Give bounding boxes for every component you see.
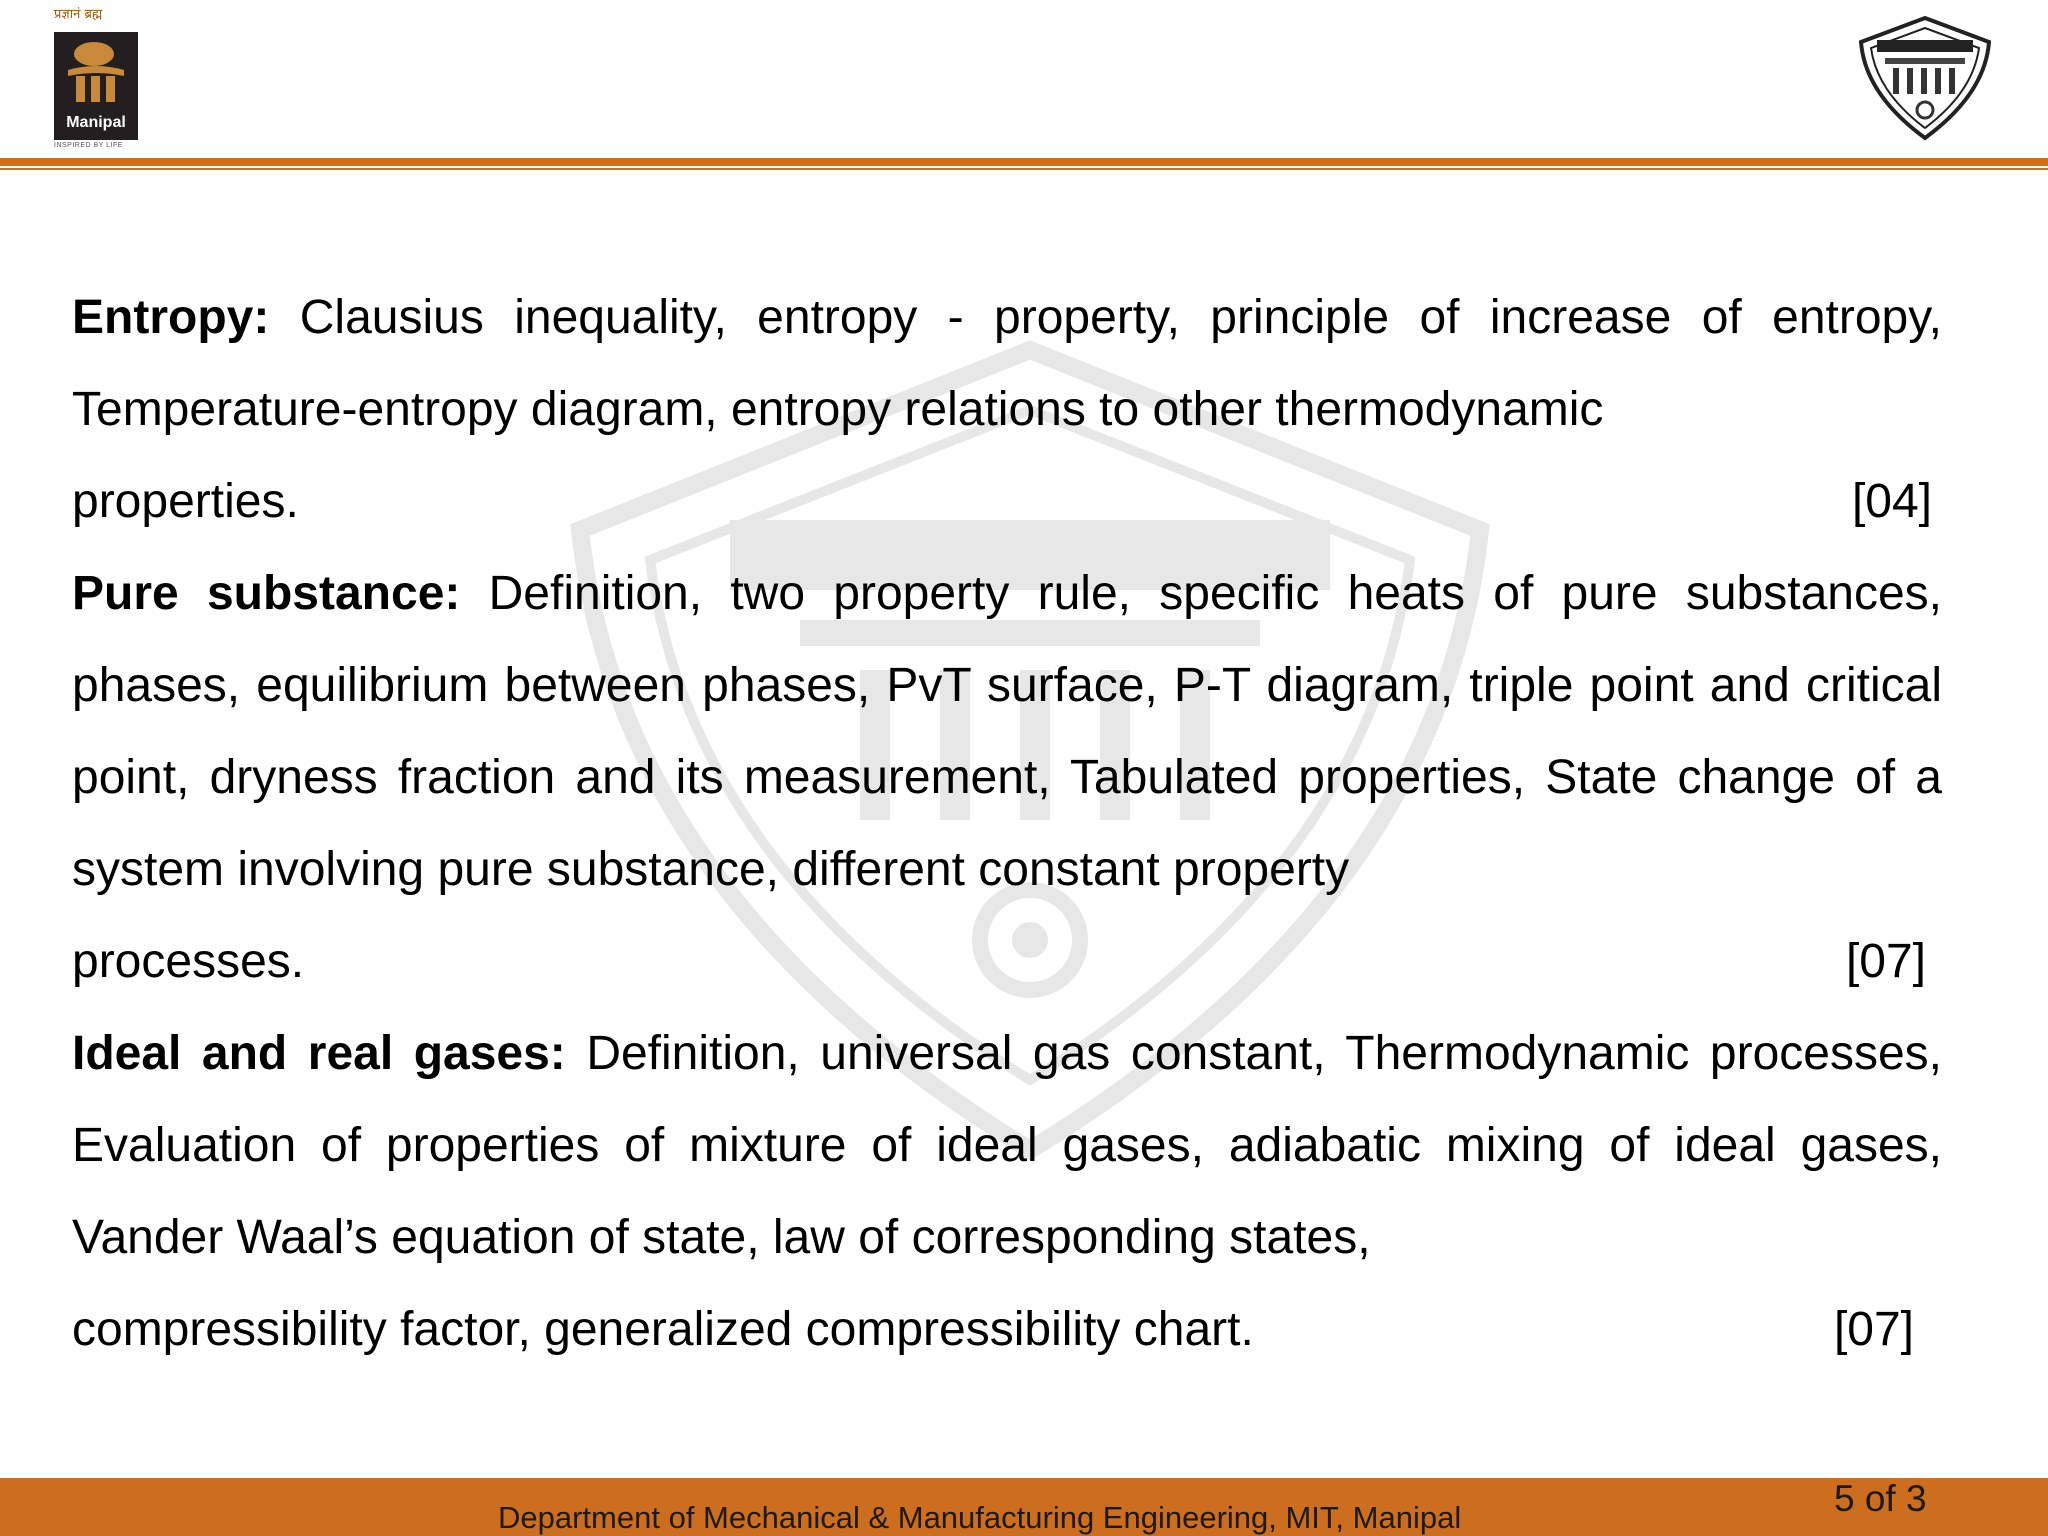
- manipal-logo: [50, 4, 140, 152]
- section-pure-substance: [72, 548, 1942, 1008]
- logo-motto-text: प्रज्ञानं ब्रह्म: [54, 7, 103, 22]
- section-term: Pure substance:: [72, 567, 461, 620]
- section-body: Definition, universal gas constant, Thermodynamic processes, Evaluation of properties of mixture of ideal gases, adiabatic mixing of ideal gases, Vander Waal’s equation of state, law of corresponding states,: [72, 1027, 1942, 1264]
- logo-emblem: [54, 32, 138, 140]
- section-body: Definition, two property rule, specific heats of pure substances, phases, equilibrium between phases, PvT surface, P-T diagram, triple point and critical point, dryness fraction and its measurement, Tabulated properties, State change of a system involving pure substance, different constant property: [72, 567, 1943, 896]
- slide-footer: [0, 1478, 2048, 1536]
- page-number: 5 of 3: [1834, 1478, 1927, 1519]
- slide-header: [0, 0, 2048, 170]
- section-last-text: processes.: [72, 935, 305, 988]
- section-paragraph: [72, 548, 1942, 916]
- section-hours-mark: [07]: [1845, 935, 1926, 988]
- mit-crest-icon: [1855, 14, 1995, 142]
- header-rule-thin: [0, 168, 2048, 170]
- section-body: Clausius inequality, entropy - property, principle of increase of entropy, Temperature-entropy diagram, entropy relations to other thermodynamic: [72, 291, 1943, 436]
- mit-emblem: [1855, 14, 1995, 142]
- section-last-line: [72, 1284, 1942, 1376]
- footer-department: Department of Mechanical & Manufacturing Engineering, MIT, Manipal: [498, 1500, 1462, 1535]
- syllabus-content: [72, 272, 1942, 1376]
- section-last-text: properties.: [72, 475, 299, 528]
- section-last-text: compressibility factor, generalized compressibility chart.: [72, 1303, 1254, 1356]
- header-rule: [0, 158, 2048, 166]
- section-entropy: [72, 272, 1942, 548]
- section-term: Ideal and real gases:: [72, 1027, 566, 1080]
- section-last-line: [72, 456, 1942, 548]
- logo-tagline: INSPIRED BY LIFE: [54, 142, 123, 149]
- logo-label: Manipal: [66, 114, 126, 131]
- section-ideal-real-gases: [72, 1008, 1942, 1376]
- section-hours-mark: [04]: [1851, 475, 1932, 528]
- section-paragraph: [72, 272, 1942, 456]
- section-last-line: [72, 916, 1942, 1008]
- section-paragraph: [72, 1008, 1942, 1284]
- section-hours-mark: [07]: [1833, 1303, 1914, 1356]
- section-term: Entropy:: [72, 291, 270, 344]
